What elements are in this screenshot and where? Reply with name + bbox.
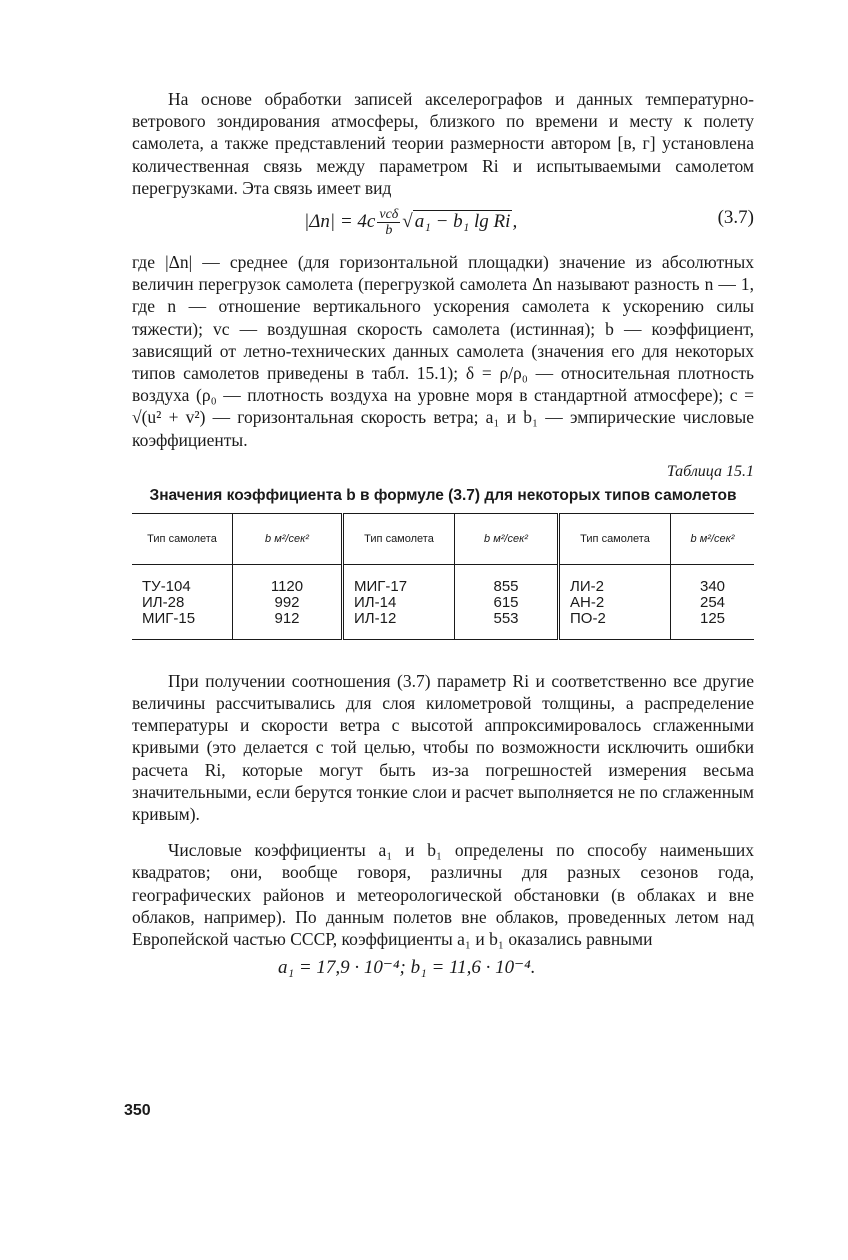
table-cell-types-1 (132, 564, 233, 639)
aircraft-type: ПО-2 (570, 609, 606, 627)
formula-lhs: |Δn| = 4c (304, 210, 376, 232)
table-header-row (132, 513, 754, 564)
b-value: 1120 (270, 577, 304, 595)
header-type-2: Тип самолета (343, 513, 455, 564)
b-value: 912 (274, 609, 300, 627)
aircraft-type: ЛИ-2 (570, 577, 604, 595)
b-value: 553 (493, 609, 519, 627)
table-title: Значения коэффициента b в формуле (3.7) для некоторых типов самолетов (149, 486, 737, 504)
table-cell-types-3 (559, 564, 671, 639)
header-b-2: b м²/сек² (455, 513, 559, 564)
aircraft-type: ИЛ-28 (142, 593, 185, 611)
formula-fraction (377, 207, 400, 238)
table-row (132, 564, 754, 639)
page-number: 350 (124, 1102, 151, 1119)
table-cell-values-1 (233, 564, 343, 639)
page-body (132, 88, 754, 986)
aircraft-type: МИГ-15 (142, 609, 196, 627)
b-value: 125 (699, 609, 726, 627)
table-caption: Таблица 15.1 (666, 462, 754, 480)
header-b-3: b м²/сек² (671, 513, 755, 564)
table-cell-types-2 (343, 564, 455, 639)
aircraft-type: ТУ-104 (142, 577, 191, 595)
paragraph-intro: На основе обработки записей акселерографов и данных температурно-ветрового зондирования атмосферы, близкого по времени и месту к полету самолета, а также представлений теории размерности автором [в, г] установлена количественная связь между параметром Ri и испытываемыми самолетом перегрузками. Эта связь имеет вид (132, 89, 754, 198)
result-formula (132, 950, 754, 986)
b-value: 615 (493, 593, 519, 611)
formula-tail: , (512, 210, 518, 232)
formula-fraction-denominator: b (385, 223, 393, 239)
table-cell-values-2 (455, 564, 559, 639)
header-type-3: Тип самолета (559, 513, 671, 564)
formula-expression: |Δn| = 4c $\frac{\text{vcδ}}{b}$ √ a₁ − b₁ lg Ri , (304, 207, 518, 239)
formula-fraction-numerator: vcδ (379, 207, 399, 223)
formula-number: (3.7) (717, 207, 754, 229)
header-type-1: Тип самолета (132, 513, 233, 564)
aircraft-type: АН-2 (570, 593, 605, 611)
b-value: 340 (699, 577, 726, 595)
header-b-1: b м²/сек² (233, 513, 343, 564)
paragraph-definitions: где |Δn| — среднее (для горизонтальной площадки) значение из абсолютных величин перегрузок самолета (перегрузкой самолета Δn называют разность n — 1, где n — отношение вертикального ускорения самолета к ускорению силы тяжести); vc — воздушная скорость самолета (истинная); b — коэффициент, зависящий от летно-технических данных самолета (значения его для некоторых типов самолетов приведены в табл. 15.1); δ = ρ/ρ₀ — относительная плотность воздуха (ρ₀ — плотность воздуха на уровне моря в стандартной атмосфере); c = √(u² + v²) — горизонтальная скорость ветра; a₁ и b₁ — эмпирические числовые коэффициенты. (132, 252, 754, 450)
b-value: 992 (274, 593, 300, 611)
aircraft-type: ИЛ-14 (354, 593, 397, 611)
aircraft-type: ИЛ-12 (354, 609, 397, 627)
b-value: 254 (699, 593, 726, 611)
formula-sqrt: a₁ − b₁ lg Ri (414, 210, 511, 232)
paragraph-method: При получении соотношения (3.7) параметр Ri и соответственно все другие величины рассчитывались для слоя километровой толщины, а распределение температуры и скорости ветра с высотой аппроксимировалось сглаженными кривыми (это делается с той целью, чтобы по возможности исключить ошибки расчета Ri, которые могут быть из-за погрешностей измерения весьма значительными, если берутся тонкие слои и расчет выполняется не по сглаженным кривым). (132, 670, 754, 825)
b-value: 855 (493, 577, 519, 595)
table-cell-values-3 (671, 564, 755, 639)
formula-3-7 (132, 199, 754, 251)
result-formula-text: a₁ = 17,9 · 10⁻⁴; b₁ = 11,6 · 10⁻⁴. (278, 957, 536, 979)
paragraph-coefficients: Числовые коэффициенты a₁ и b₁ определены по способу наименьших квадратов; они, вообще говоря, различны для разных сезонов года, географических районов и метеорологической обстановки (в облаках и вне облаков, например). По данным полетов вне облаков, проведенных летом над Европейской частью СССР, коэффициенты a₁ и b₁ оказались равными (132, 840, 754, 950)
coefficient-table (132, 513, 754, 640)
aircraft-type: МИГ-17 (354, 577, 408, 595)
